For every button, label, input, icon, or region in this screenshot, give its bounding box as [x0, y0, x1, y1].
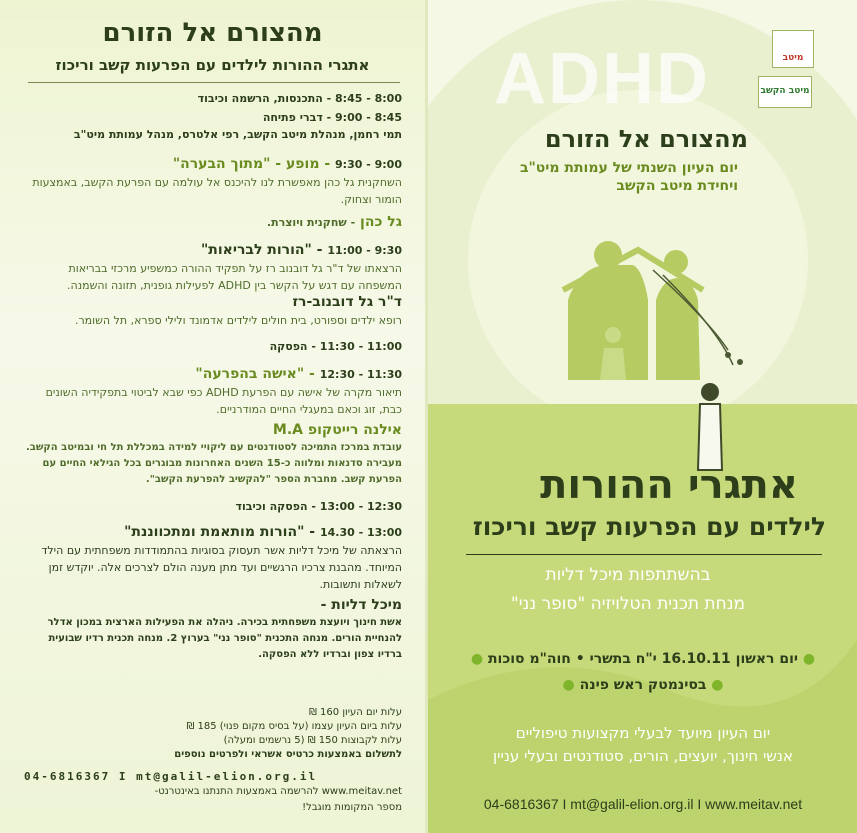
bullet-icon: ●	[711, 677, 724, 693]
speaker-bio: עובדת במרכז התמיכה לסטודנטים עם ליקויי למידה במכללת תל חי ובמיטב הקשב. מעבירה סדנאות ומלווה כ-15 השנים האחרונות מבוגרים בכל הגילאי החיים עם הפרעת קשב. מחברת הספר "להקשיב להפרעת הקשב".	[25, 442, 402, 485]
session-description: הרצאתה של מיכל דליות אשר תעסוק בסוגיות בהתמודדות משפחתית עם הילד המיוחד. מהבנת צרכיו הרגשיים ועד מתן מענה הולם לצרכים אלה. יוקדש זמן לשאלות ותשובות.	[41, 544, 402, 591]
schedule-row: 8:45 - 9:00 - דברי פתיחה	[262, 111, 402, 124]
cover-subtitle-2: ויחידת מיטב הקשב	[616, 178, 738, 194]
main-title: אתגרי ההורות	[540, 462, 798, 508]
event-venue: ● בסינמטק ראש פינה ●	[562, 677, 724, 693]
speaker-name: גל כהן - שחקנית ויוצרת.	[266, 214, 402, 230]
contact-line: 04-6816367 I mt@galil-elion.org.il	[24, 770, 318, 783]
audience-line-2: אנשי חינוך, יועצים, הורים, סטודנטים ובעלי עניין	[493, 747, 793, 765]
speaker-name: ד"ר גל דובנוב-רז	[292, 294, 402, 310]
audience-line-1: יום העיון מיועד לבעלי מקצועות טיפוליים	[515, 724, 771, 742]
bullet-icon: ●	[470, 651, 484, 667]
schedule-row: 8:00 - 8:45 - התכנסות, הרשמה וכיבוד	[197, 92, 402, 105]
schedule-row: 9:30 - 11:00 - "הורות לבריאות"	[201, 242, 402, 258]
schedule-row: 11:30 - 12:30 - "אישה בהפרעה"	[195, 366, 402, 382]
speaker-name: אילנה רייטקופ M.A	[272, 422, 402, 438]
limited-notice: מספר המקומות מוגבל!	[302, 802, 402, 813]
session-description: השחקנית גל כהן מאפשרת לנו להיכנס אל עולמה עם הפרעת הקשב, באמצעות הומור וצחוק.	[32, 176, 402, 206]
schedule	[22, 92, 402, 663]
cover-title: מהצורם אל הזורם	[544, 125, 748, 153]
speaker-name: מיכל דליות -	[320, 597, 402, 613]
cover-subtitle-1: יום העיון השנתי של עמותת מיט"ב	[519, 160, 738, 176]
schedule-row: 13:00 - 14.30 - "הורות מותאמת ומתכווננת"	[124, 524, 402, 540]
guest-line: בהשתתפות מיכל דליות	[545, 565, 711, 585]
schedule-note: תמי רחמן, מנהלת מיטב הקשב, רפי אלטרס, מנהל עמותת מיט"ב	[73, 128, 402, 141]
fee-line: לתשלום באמצעות כרטיס אשראי ולפרטים נוספים	[174, 749, 402, 760]
event-date: ● יום ראשון 16.10.11 י"ח בתשרי • חוה"מ סוכות ●	[470, 651, 816, 667]
schedule-row: 12:30 - 13:00 - הפסקה וכיבוד	[235, 500, 402, 513]
session-description: תיאור מקרה של אישה עם הפרעת ADHD כפי שבא לביטוי בתפקידיה השונים כבת, זוג וכאם במעגלי החיים המודרניים.	[45, 386, 402, 416]
register-line: www.meitav.net להרשמה באמצעות התנתנו באינטרנט-	[154, 786, 402, 797]
schedule-row: 11:00 - 11:30 - הפסקה	[269, 340, 402, 353]
session-description: הרצאתו של ד"ר גל דובנוב רז על תפקיד ההורה כמשפיע מרכזי בבריאות המשפחה עם דגש על הקשר בין ADHD לפעילות גופנית, תזונה והשמנה.	[67, 262, 402, 292]
program-panel	[0, 0, 425, 833]
speaker-bio: רופא ילדים וספורט, בית חולים לילדים אדמונד ולילי ספרא, תל השומר.	[74, 314, 402, 327]
program-title: מהצורם אל הזורם	[102, 18, 323, 48]
main-subtitle: לילדים עם הפרעות קשב וריכוז	[472, 512, 826, 541]
fee-line: עלות לקבוצות 150 ₪ (5 נרשמים ומעלה)	[223, 735, 402, 746]
speaker-bio: אשת חינוך ויועצת משפחתית בכירה. ניהלה את הפעילות הארצית במכון אדלר להנחיית הורים. מנחה התכנית "סופר נני" בערוץ 2. מנחה תכנית רדיו שבועית ברדיו צפון וברדיו ללא הפסקה.	[47, 617, 402, 660]
adhd-watermark: ADHD	[494, 39, 710, 119]
fees	[90, 706, 402, 762]
fee-line: עלות יום העיון 160 ₪	[309, 707, 402, 718]
fee-line: עלות ביום העיון עצמו (על בסיס מקום פנוי) 185 ₪	[186, 721, 402, 732]
cover-panel	[428, 0, 857, 833]
contact-footer: 04-6816367 I mt@galil-elion.org.il I www.meitav.net	[483, 796, 803, 812]
bullet-icon: ●	[562, 677, 575, 693]
guest-role: מנחת תכנית הטלויזיה "סופר נני"	[510, 594, 746, 614]
program-subtitle: אתגרי ההורות לילדים עם הפרעות קשב וריכוז	[55, 56, 370, 74]
meitav-logo: מיטב	[772, 30, 814, 68]
bullet-icon: ●	[802, 651, 816, 667]
schedule-row: 9:00 - 9:30 - מופע - "מתוך הבערה"	[172, 156, 402, 172]
meitav-attention-logo: מיטב הקשב	[758, 76, 812, 108]
